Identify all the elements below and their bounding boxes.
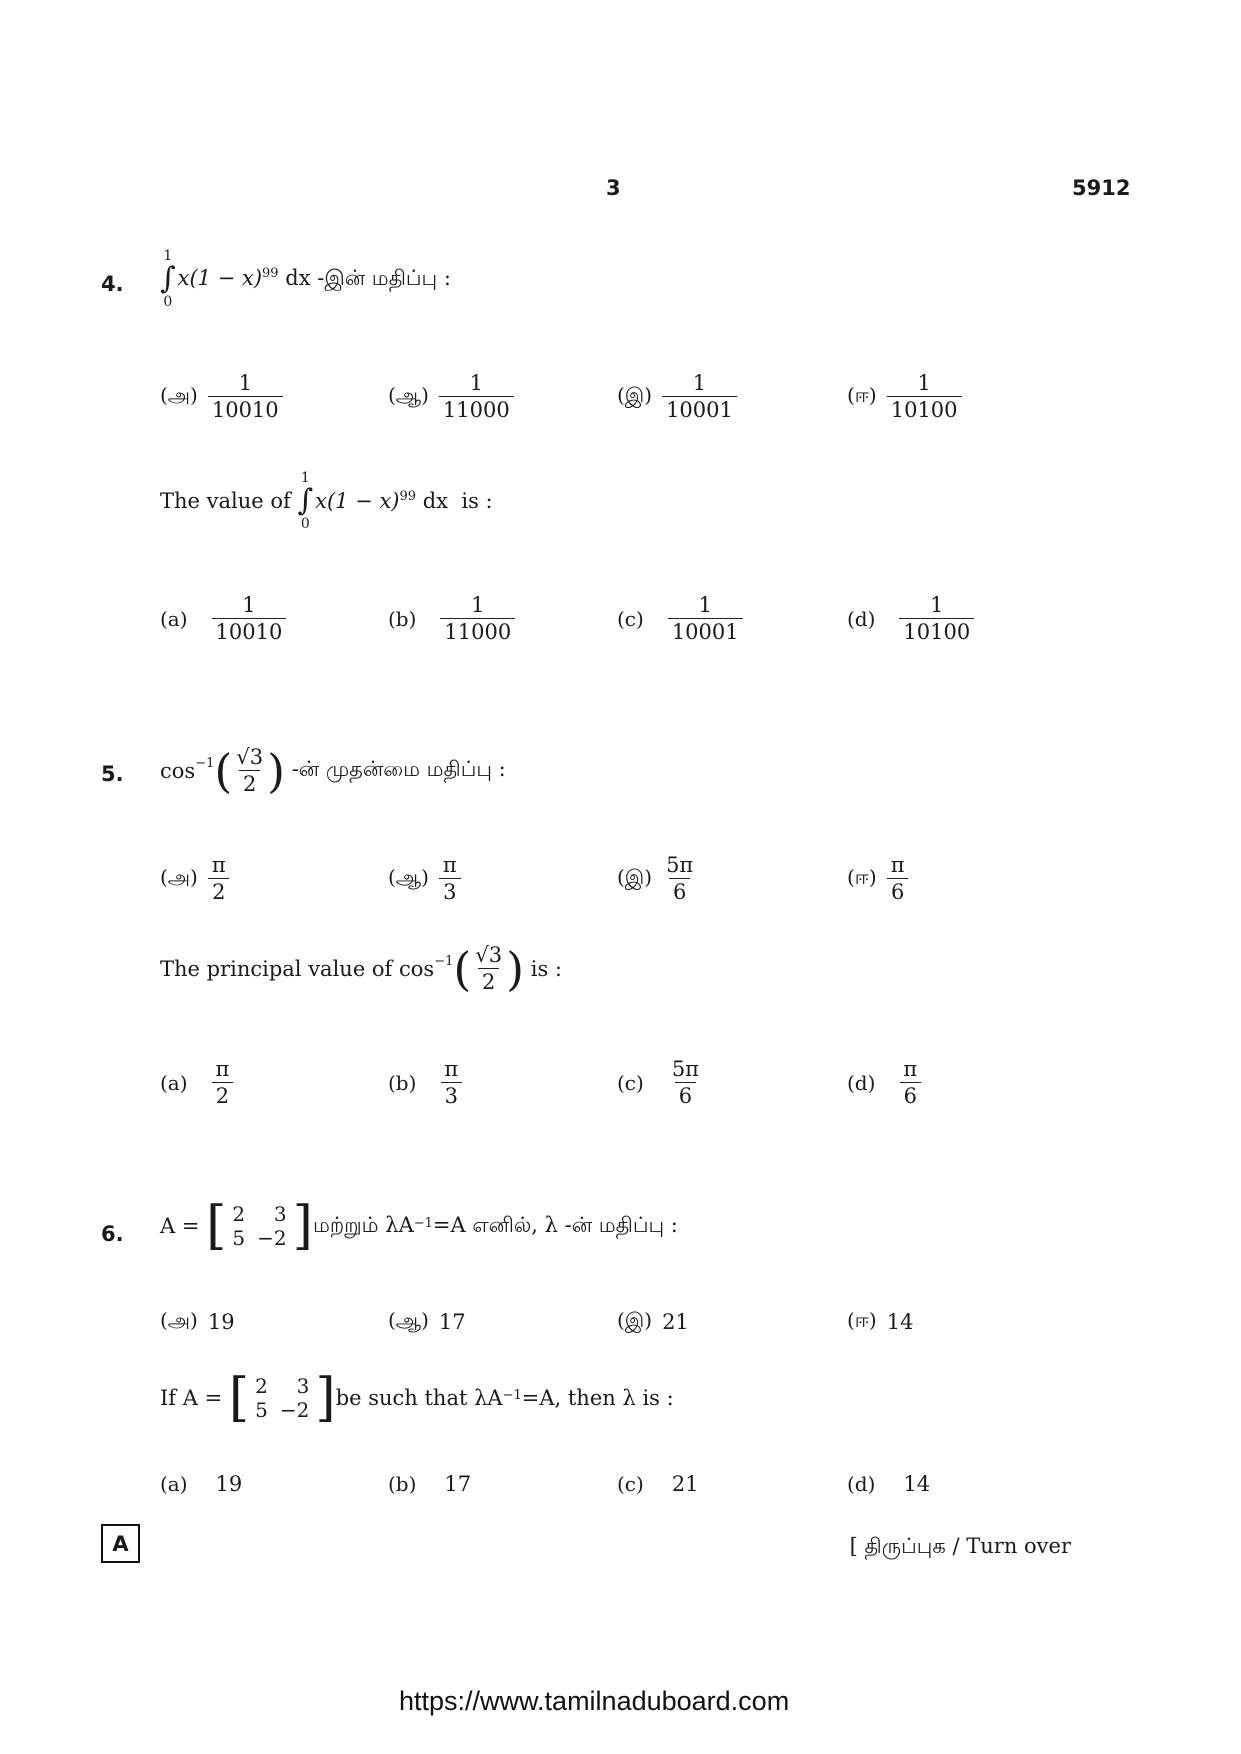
left-bracket-icon: [ [206,1196,227,1256]
left-paren-icon: ( [214,743,233,798]
option [617,1308,689,1335]
option [847,852,909,905]
english-suffix: is : [530,956,562,981]
option [388,1056,462,1109]
option [160,1056,233,1109]
option-label: (ஈ) [847,865,877,889]
option-label: (b) [388,1070,417,1095]
matrix-cell: 2 [255,1374,268,1398]
question-number: 5. [101,762,124,786]
option [847,370,962,423]
option [617,1056,703,1109]
english-prefix: The value of [160,489,291,513]
q5-english-stem [160,942,562,995]
fraction: $\frac{\pi}{2}$ [208,852,230,905]
option [617,370,737,423]
matrix [228,1368,336,1428]
matrix-cell: 5 [255,1398,268,1422]
english-suffix: is : [461,489,493,513]
right-bracket-icon: ] [292,1196,313,1256]
website-url: https://www.tamilnaduboard.com [399,1686,790,1716]
fraction: $\frac{1}{10100}$ [887,370,962,423]
function-superscript: −1 [434,954,454,969]
paper-code: 5912 [1072,176,1131,200]
option-value: 19 [215,1472,243,1496]
option-label: (ஈ) [847,383,877,407]
matrix-cell: −2 [257,1226,287,1250]
option-label: (c) [617,606,644,631]
fraction: $\frac{\pi}{3}$ [439,852,461,905]
integral-upper-limit: 1 [163,248,173,264]
integral-sign-icon: ∫ [160,261,176,296]
option [160,1472,242,1496]
matrix-cell: −2 [279,1398,310,1422]
option-label: (d) [847,1472,876,1496]
lhs: A = [160,1214,200,1238]
question-number: 4. [101,272,124,296]
integral [160,248,178,310]
right-paren-icon: ) [267,743,286,798]
tamil-suffix: -ன் முதன்மை மதிப்பு : [291,757,506,781]
option [847,1472,930,1496]
turn-over-note: [ திருப்புக / Turn over [849,1534,1071,1558]
option [388,1472,471,1496]
option-label: (ஆ) [388,383,429,407]
english-tail: =A, then λ is : [521,1386,674,1410]
q6-tamil-stem [160,1196,678,1256]
matrix-cell: 5 [232,1226,246,1250]
page-number: 3 [606,176,621,200]
option-value: 17 [444,1472,472,1496]
option-label: (d) [847,1070,876,1095]
matrix-cell: 2 [232,1202,246,1226]
q6-english-stem [160,1368,674,1428]
paper-version-box: A [101,1524,140,1563]
q4-tamil-stem [160,248,451,310]
differential: dx [422,489,449,513]
integral-lower-limit: 0 [300,516,310,532]
option-label: (அ) [160,865,198,889]
option [388,852,461,905]
option-label: (a) [160,1070,188,1095]
option [617,1472,699,1496]
fraction: $\frac{1}{10100}$ [899,592,974,645]
option-label: (c) [617,1472,644,1496]
fraction: $\frac{1}{10010}$ [208,370,283,423]
option-label: (அ) [160,383,198,407]
q4-english-stem [160,470,493,532]
option-label: (a) [160,606,188,631]
option-label: (இ) [617,1308,653,1332]
option [160,370,283,423]
left-paren-icon: ( [453,941,472,996]
right-paren-icon: ) [506,941,525,996]
matrix-cell: 3 [273,1202,287,1226]
integral [297,470,315,532]
option-label: (அ) [160,1308,198,1332]
fraction: $\frac{5\pi}{6}$ [666,853,694,904]
tamil-mid: மற்றும் λA [312,1212,414,1237]
fraction: $\frac{\pi}{3}$ [440,1056,462,1109]
fraction: $\frac{1}{10010}$ [212,592,287,645]
option [388,592,515,645]
q5-tamil-stem [160,744,506,797]
option-value: 19 [207,1309,235,1334]
function-name: cos [160,758,196,783]
option-value: 21 [671,1472,699,1496]
option-label: (c) [617,1070,644,1095]
english-mid: be such that λA [335,1386,503,1410]
integral-lower-limit: 0 [163,294,173,310]
fraction: $\frac{1}{11000}$ [440,592,515,645]
integral-sign-icon: ∫ [297,483,314,518]
matrix [206,1196,313,1256]
option-value: 21 [662,1309,689,1334]
exponent: 99 [262,265,279,281]
option [160,852,230,905]
option [388,1308,466,1335]
option [617,592,743,645]
differential: dx [285,265,311,290]
option [847,1056,921,1109]
exponent: 99 [399,489,417,504]
fraction: $\frac{\pi}{6}$ [899,1056,921,1109]
superscript: −1 [502,1388,522,1403]
right-bracket-icon: ] [315,1368,336,1428]
function-superscript: −1 [195,756,215,771]
option-label: (ஆ) [388,1308,429,1332]
tamil-suffix: -இன் மதிப்பு : [317,265,451,290]
fraction: $\frac{√3}{2}$ [475,943,503,994]
integral-upper-limit: 1 [300,470,310,486]
english-prefix: The principal value of [160,956,393,981]
option-label: (a) [160,1472,188,1496]
function-name: cos [399,956,435,981]
integrand: x(1 − x) [177,265,263,290]
option [388,370,514,423]
fraction: $\frac{1}{10001}$ [668,592,743,645]
option-label: (இ) [617,865,653,889]
option-value: 17 [438,1309,466,1334]
option [160,592,286,645]
fraction: $\frac{5\pi}{6}$ [671,1057,699,1108]
option-value: 14 [903,1472,931,1496]
fraction: $\frac{\pi}{2}$ [212,1056,234,1109]
option-label: (இ) [617,383,653,407]
option [160,1308,235,1335]
option-label: (b) [388,606,417,631]
option-label: (d) [847,606,876,631]
fraction: $\frac{1}{11000}$ [439,370,514,423]
matrix-cell: 3 [296,1374,310,1398]
fraction: $\frac{√3}{2}$ [236,745,264,796]
option [847,592,974,645]
superscript: −1 [413,1216,433,1231]
fraction: $\frac{1}{10001}$ [662,370,737,423]
option-label: (b) [388,1472,417,1496]
option-label: (ஆ) [388,865,429,889]
option-value: 14 [886,1309,914,1334]
option [617,852,697,905]
option [847,1308,913,1335]
tamil-tail: =A எனில், λ -ன் மதிப்பு : [432,1212,678,1237]
fraction: $\frac{\pi}{6}$ [887,852,909,905]
integrand: x(1 − x) [315,489,400,513]
question-number: 6. [101,1222,124,1246]
left-bracket-icon: [ [228,1368,250,1428]
option-label: (ஈ) [847,1308,877,1332]
english-prefix: If A = [160,1386,223,1410]
